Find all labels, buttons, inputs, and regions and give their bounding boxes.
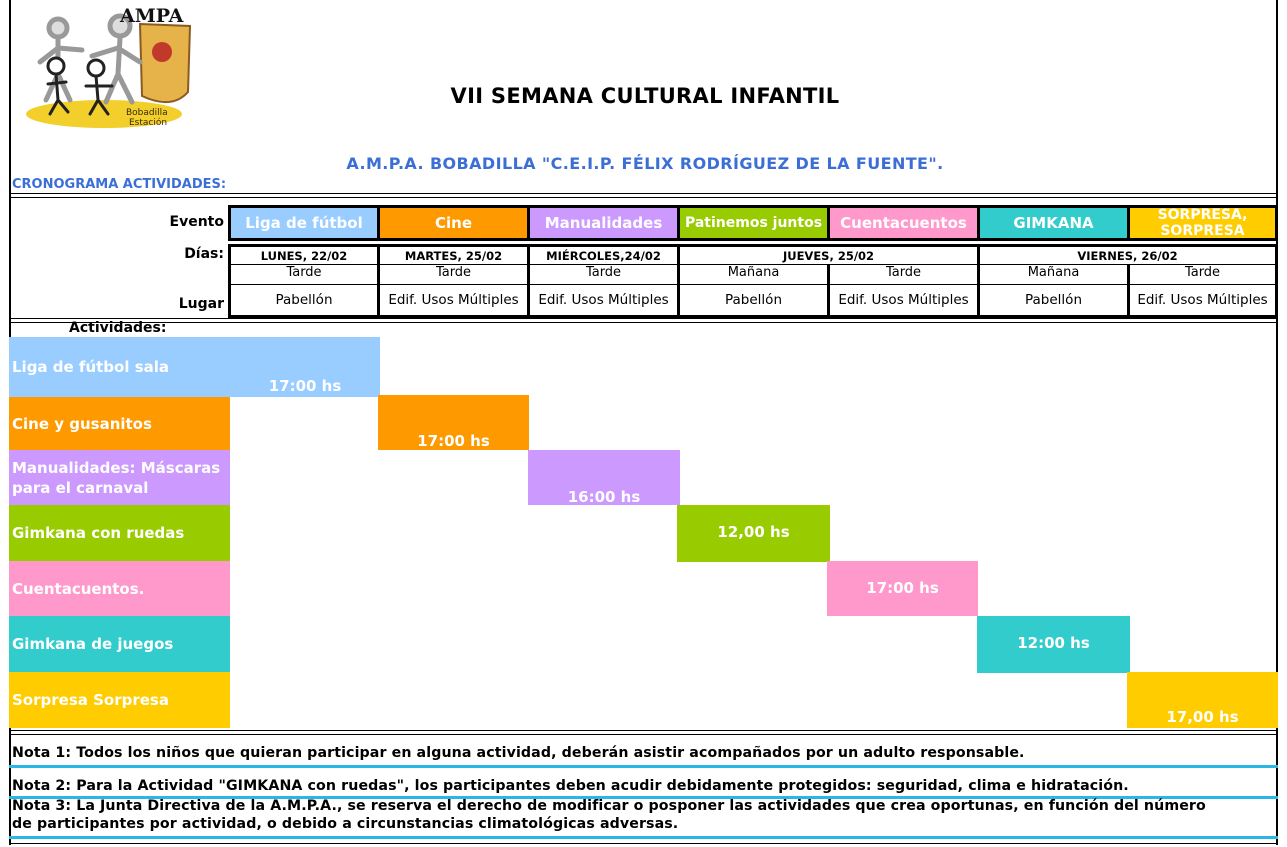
note-3-continued: de participantes por actividad, o debido a circunstancias climatológicas adversas. [12,816,679,832]
time-cell: Mañana [977,264,1130,284]
ampa-logo [22,4,202,132]
gantt-bar-cine: 17:00 hs [378,395,529,450]
activity-liga: Liga de fútbol sala [9,337,380,397]
activities-heading: Actividades: [69,320,167,336]
event-patinemos: Patinemos juntos [677,205,830,241]
time-liga: 17:00 hs [268,377,342,395]
place-cell: Pabellón [677,284,830,318]
svg-text:Bobadilla: Bobadilla [126,108,168,118]
divider [9,734,1278,735]
event-manualidades: Manualidades [527,205,680,241]
place-cell: Edif. Usos Múltiples [827,284,980,318]
divider [9,318,1278,319]
activity-gimkana-juegos: Gimkana de juegos [9,616,230,672]
event-cine: Cine [377,205,530,241]
page-title: VII SEMANA CULTURAL INFANTIL [450,84,840,108]
note-3: Nota 3: La Junta Directiva de la A.M.P.A., se reserva el derecho de modificar o posponer las actividades que crea oportunas, en función del número [12,798,1206,814]
note-2: Nota 2: Para la Actividad "GIMKANA con ruedas", los participantes deben acudir debidamente protegidos: seguridad, clima e hidratación. [12,778,1129,794]
event-cuentacuentos: Cuentacuentos [827,205,980,241]
activity-manualidades: Manualidades: Máscaras para el carnaval [9,450,230,505]
day-jueves: JUEVES, 25/02 [677,244,980,264]
event-gimkana: GIMKANA [977,205,1130,241]
place-cell: Pabellón [228,284,380,318]
activity-cine: Cine y gusanitos [9,397,230,450]
place-cell: Edif. Usos Múltiples [377,284,530,318]
dias-label: Días: [184,246,224,262]
time-cell: Mañana [677,264,830,284]
day-miercoles: MIÉRCOLES,24/02 [527,244,680,264]
gantt-bar-sorpresa: 17,00 hs [1127,672,1278,728]
place-cell: Edif. Usos Múltiples [1127,284,1278,318]
time-cell: Tarde [827,264,980,284]
activity-sorpresa: Sorpresa Sorpresa [9,672,230,728]
event-liga: Liga de fútbol [228,205,380,241]
note-1: Nota 1: Todos los niños que quieran participar en alguna actividad, deberán asistir acompañados por un adulto responsable. [12,745,1025,761]
time-cell: Tarde [228,264,380,284]
time-cell: Tarde [527,264,680,284]
place-cell: Pabellón [977,284,1130,318]
divider [9,322,1278,323]
divider [9,730,1278,731]
day-martes: MARTES, 25/02 [377,244,530,264]
section-heading: CRONOGRAMA ACTIVIDADES: [12,177,227,192]
page-subtitle: A.M.P.A. BOBADILLA "C.E.I.P. FÉLIX RODRÍGUEZ DE LA FUENTE". [346,154,944,173]
gantt-bar-cuentacuentos: 17:00 hs [827,561,978,616]
activity-cuentacuentos: Cuentacuentos. [9,561,230,616]
evento-label: Evento [169,214,224,230]
gantt-bar-gimkana-juegos: 12:00 hs [977,616,1130,673]
divider [9,193,1278,194]
svg-text:Estación: Estación [129,118,168,128]
time-cell: Tarde [377,264,530,284]
time-cell: Tarde [1127,264,1278,284]
activity-gimkana-ruedas: Gimkana con ruedas [9,505,230,561]
event-sorpresa: SORPRESA, SORPRESA [1127,205,1278,241]
gantt-bar-gimkana-ruedas: 12,00 hs [677,505,830,562]
svg-text:AMPA: AMPA [120,5,184,27]
divider [9,197,1278,198]
note-divider [9,765,1278,768]
gantt-bar-manualidades: 16:00 hs [528,450,680,505]
divider [9,843,1278,844]
day-lunes: LUNES, 22/02 [228,244,380,264]
place-cell: Edif. Usos Múltiples [527,284,680,318]
note-divider [9,836,1278,839]
lugar-label: Lugar [178,296,224,312]
day-viernes: VIERNES, 26/02 [977,244,1278,264]
